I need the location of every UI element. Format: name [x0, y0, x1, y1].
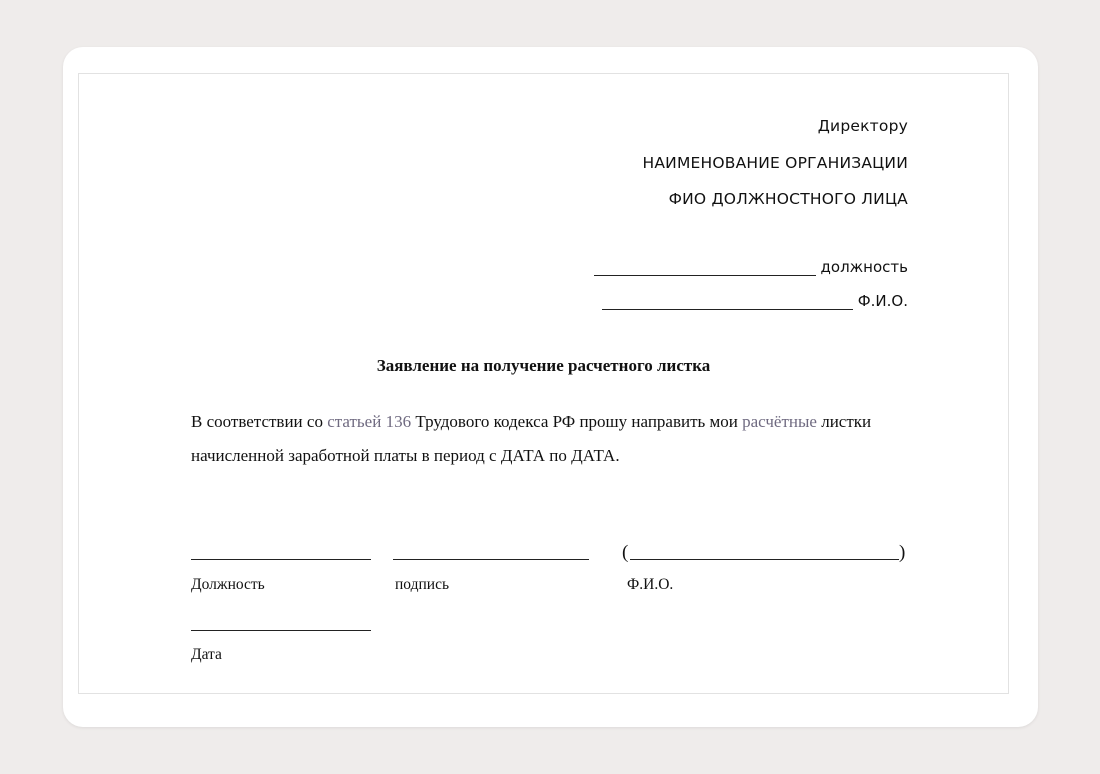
applicant-name-line [602, 295, 853, 310]
applicant-position-row [594, 258, 908, 276]
document-sheet [78, 73, 1009, 694]
name-label: Ф.И.О. [627, 576, 674, 593]
body-paragraph [191, 405, 871, 473]
applicant-position-label: должность [820, 258, 908, 276]
official-name: ФИО ДОЛЖНОСТНОГО ЛИЦА [668, 190, 908, 208]
position-label: Должность [191, 576, 265, 593]
applicant-name-label: Ф.И.О. [857, 292, 908, 310]
document-card [63, 47, 1038, 727]
name-signature-line [630, 559, 899, 560]
body-line-1 [191, 405, 871, 439]
date-label: Дата [191, 646, 222, 663]
document-title: Заявление на получение расчетного листка [376, 356, 711, 375]
name-close-paren: ) [899, 542, 906, 563]
date-signature-line [191, 630, 371, 631]
signature-label: подпись [395, 576, 450, 593]
organization-name: НАИМЕНОВАНИЕ ОРГАНИЗАЦИИ [642, 154, 908, 172]
addressee: Директору [817, 117, 908, 135]
body-text-part1: В соответствии со [191, 412, 328, 431]
position-signature-line [191, 559, 371, 560]
applicant-position-line [594, 261, 816, 276]
body-text-part3: листки [816, 412, 872, 431]
body-text-part2: Трудового кодекса РФ прошу направить мои [411, 412, 743, 431]
name-open-paren: ( [622, 542, 629, 563]
law-article-link[interactable]: статьей 136 [327, 412, 412, 431]
applicant-name-row [602, 292, 908, 310]
signature-line [393, 559, 589, 560]
payslip-link[interactable]: расчётные [742, 412, 817, 431]
body-line-2: начисленной заработной платы в период с ДАТА по ДАТА. [191, 446, 620, 465]
